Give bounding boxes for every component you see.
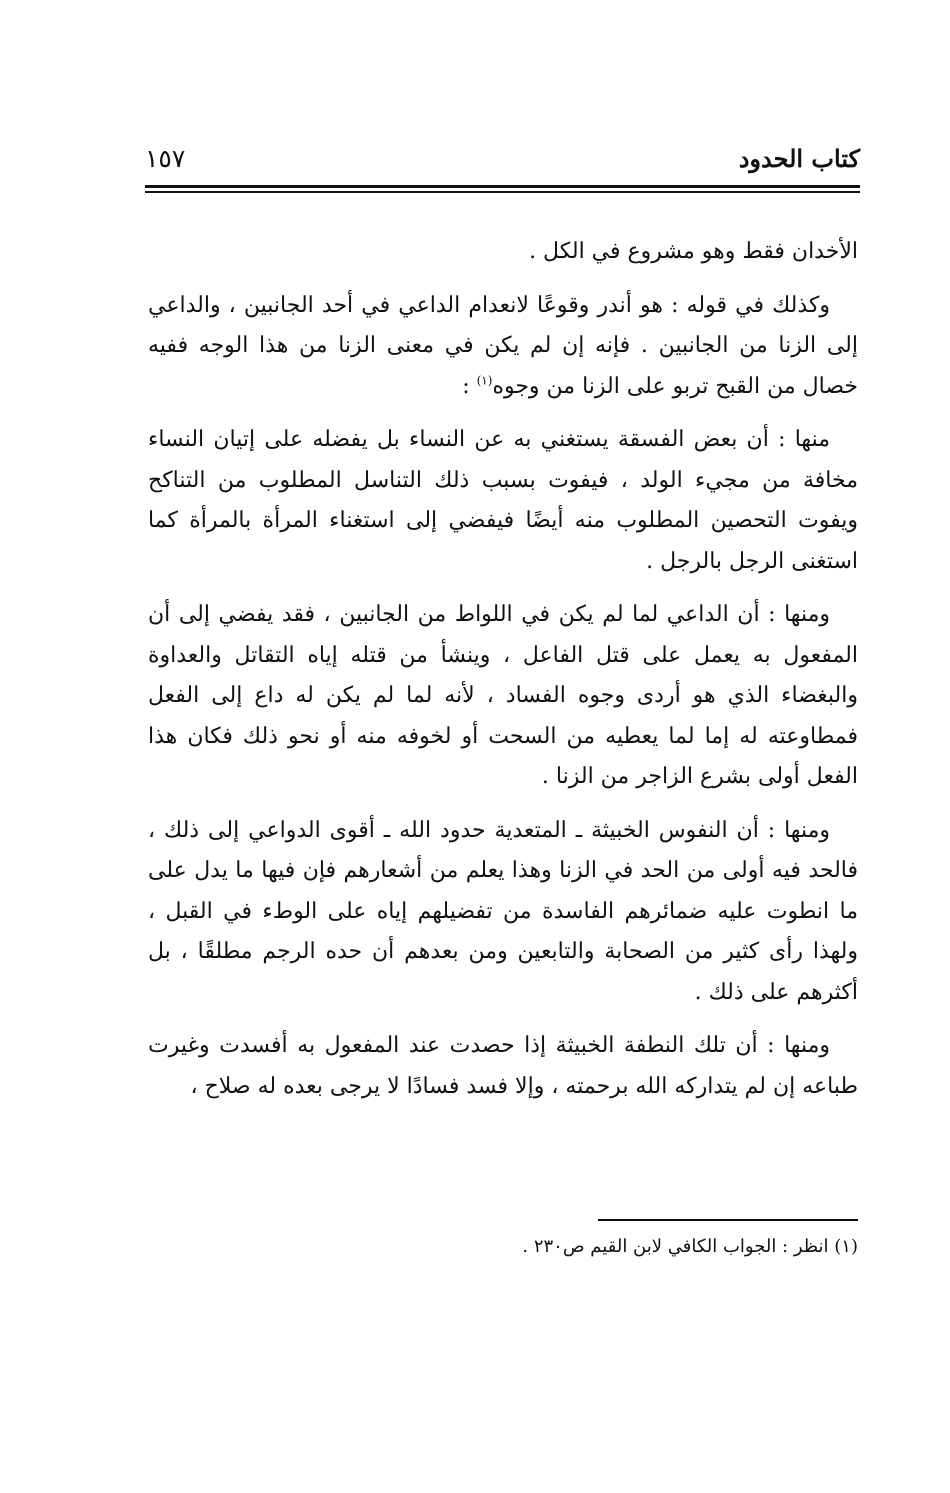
header-rule-thin bbox=[145, 191, 860, 193]
running-header bbox=[145, 138, 860, 182]
footnote-reference: (١) bbox=[476, 373, 493, 388]
paragraph-2-text: وكذلك في قوله : هو أندر وقوعًا لانعدام الداعي في أحد الجانبين ، والداعي إلى الزنا من الجانبين . فإنه إن لم يكن في معنى الزنا من هذا الوجه ففيه خصال من القبح تربو على الزنا من وجوه bbox=[148, 292, 858, 399]
paragraph-3: منها : أن بعض الفسقة يستغني به عن النساء بل يفضله على إتيان النساء مخافة من مجيء الولد ، فيفوت بسبب ذلك التناسل المطلوب من التناكح ويفوت التحصين المطلوب منه أيضًا فيفضي إلى استغناء المرأة بالمرأة كما استغنى الرجل بالرجل . bbox=[148, 427, 858, 574]
paragraph-5: ومنها : أن النفوس الخبيثة ـ المتعدية حدود الله ـ أقوى الدواعي إلى ذلك ، فالحد فيه أولى من الحد في الزنا وهذا يعلم من أشعارهم فإن فيها ما يدل على ما انطوت عليه ضمائرهم الفاسدة من تفضيلهم إياه على الوطء في القبل ، ولهذا رأى كثير من الصحابة والتابعين ومن بعدهم أن حده الرجم مطلقًا ، بل أكثرهم على ذلك . bbox=[148, 817, 858, 1005]
header-rule-thick bbox=[145, 185, 860, 188]
paragraph-2 bbox=[148, 286, 858, 408]
book-title: كتاب الحدود bbox=[738, 144, 860, 173]
paragraph-2-colon: : bbox=[462, 373, 470, 399]
footnote: (١) انظر : الجواب الكافي لابن القيم ص٢٣٠ . bbox=[522, 1236, 858, 1257]
main-text bbox=[148, 232, 858, 1120]
page-number: ١٥٧ bbox=[145, 144, 186, 173]
paragraph-6: ومنها : أن تلك النطفة الخبيثة إذا حصدت عند المفعول به أفسدت وغيرت طباعه إن لم يتداركه الله برحمته ، وإلا فسد فسادًا لا يرجى بعده له صلاح ، bbox=[148, 1033, 858, 1099]
footnote-separator bbox=[598, 1219, 858, 1221]
paragraph-1: الأخدان فقط وهو مشروع في الكل . bbox=[529, 239, 858, 264]
paragraph-4: ومنها : أن الداعي لما لم يكن في اللواط من الجانبين ، فقد يفضي إلى أن المفعول به يعمل على قتل الفاعل ، وينشأ من قتله إياه التقاتل والعداوة والبغضاء الذي هو أردى وجوه الفساد ، لأنه لما لم يكن له داع إلى الفعل فمطاوعته له إما لما يعطيه من السحت أو لخوفه منه أو نحو ذلك فكان هذا الفعل أولى بشرع الزاجر من الزنا . bbox=[148, 602, 858, 789]
